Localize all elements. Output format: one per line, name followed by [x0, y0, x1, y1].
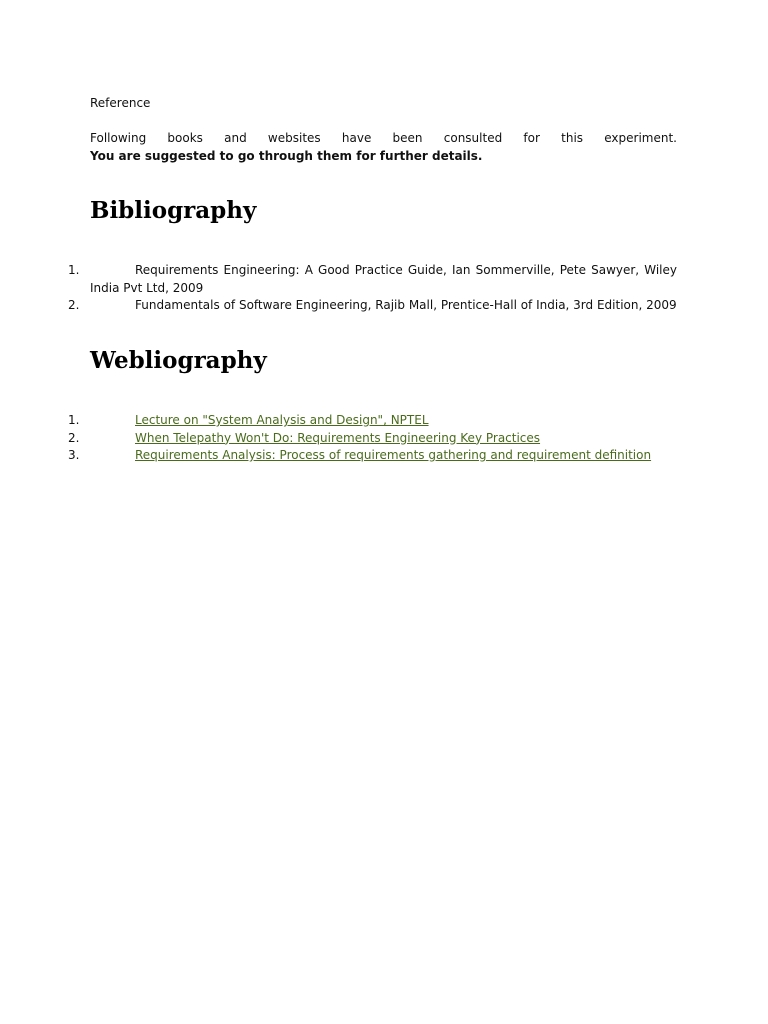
- nptel-lecture-link[interactable]: Lecture on "System Analysis and Design", NPTEL: [135, 413, 429, 427]
- intro-bold-text: You are suggested to go through them for further details.: [90, 148, 483, 163]
- list-number: 1.: [68, 263, 80, 277]
- bibliography-item: [0, 297, 677, 315]
- bibliography-list: [0, 262, 677, 315]
- list-number: 2.: [68, 298, 80, 312]
- webliography-heading: Webliography: [90, 347, 267, 374]
- bibliography-item: [0, 262, 677, 297]
- bibliography-entry: Requirements Engineering: A Good Practice Guide, Ian Sommerville, Pete Sawyer, Wiley India Pvt Ltd, 2009: [90, 263, 677, 295]
- reference-label: Reference: [90, 96, 151, 110]
- telepathy-article-link[interactable]: When Telepathy Won't Do: Requirements Engineering Key Practices: [135, 430, 541, 445]
- intro-paragraph: [90, 130, 677, 165]
- bibliography-entry: Fundamentals of Software Engineering, Rajib Mall, Prentice-Hall of India, 3rd Edition, 2009: [135, 298, 677, 312]
- webliography-list: [0, 412, 677, 465]
- webliography-item: [0, 447, 677, 465]
- webliography-item: [0, 412, 677, 430]
- webliography-item: [0, 430, 677, 448]
- intro-text: Following books and websites have been consulted for this experiment.: [90, 131, 677, 145]
- list-number: 1.: [68, 413, 80, 427]
- list-number: 2.: [68, 430, 80, 445]
- bibliography-heading: Bibliography: [90, 197, 257, 224]
- requirements-analysis-link[interactable]: Requirements Analysis: Process of requirements gathering and requirement definition: [135, 448, 652, 462]
- list-number: 3.: [68, 448, 80, 462]
